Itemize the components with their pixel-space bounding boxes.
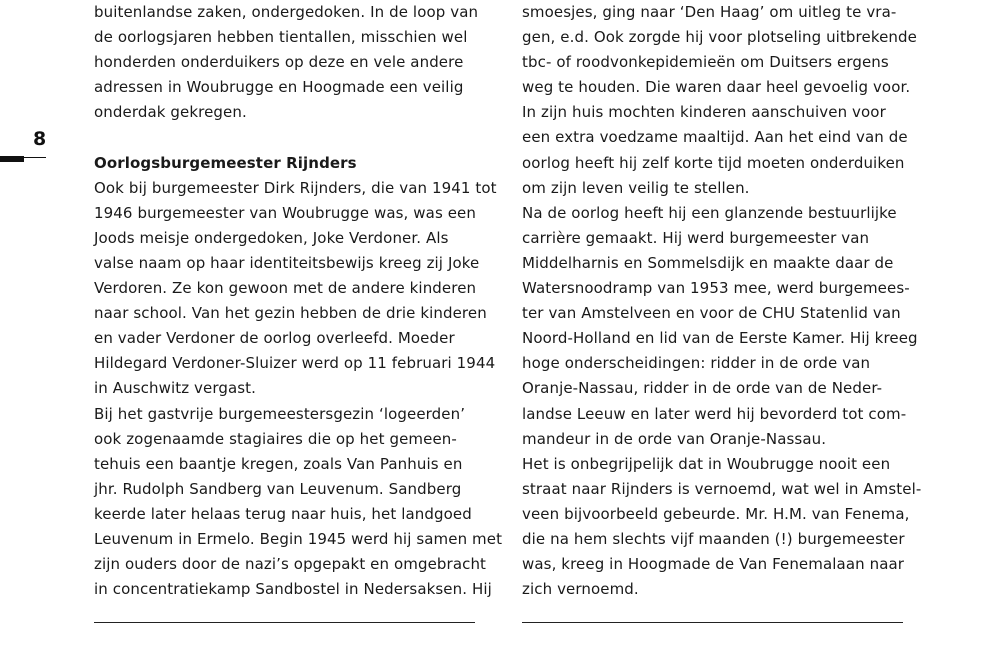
text-line: was, kreeg in Hoogmade de Van Fenemalaan naar: [522, 555, 905, 574]
text-line: tehuis een baantje kregen, zoals Van Panhuis en: [94, 454, 463, 473]
text-line: Noord-Holland en lid van de Eerste Kamer. Hij kreeg: [522, 329, 918, 348]
text-line: Na de oorlog heeft hij een glanzende bestuurlijke: [522, 203, 897, 222]
paragraph-spacer: [94, 125, 489, 150]
text-line: valse naam op haar identiteitsbewijs kreeg zij Joke: [94, 253, 480, 272]
text-line: in concentratiekamp Sandbostel in Nedersaksen. Hij: [94, 580, 492, 599]
text-line: Ook bij burgemeester Dirk Rijnders, die van 1941 tot: [94, 178, 497, 197]
text-line: ook zogenaamde stagiaires die op het gemeen-: [94, 429, 457, 448]
left-column-bottom-rule: [94, 622, 475, 623]
right-column: [522, 0, 922, 602]
right-column-bottom-rule: [522, 622, 903, 623]
text-line: carrière gemaakt. Hij werd burgemeester van: [522, 228, 870, 247]
text-line: ter van Amstelveen en voor de CHU Statenlid van: [522, 304, 901, 323]
text-line: de oorlogsjaren hebben tientallen, misschien wel: [94, 28, 468, 47]
text-line: gen, e.d. Ook zorgde hij voor plotseling uitbrekende: [522, 28, 917, 47]
text-line: weg te houden. Die waren daar heel gevoelig voor.: [522, 78, 911, 97]
section-heading: Oorlogsburgemeester Rijnders: [94, 153, 357, 172]
text-line: honderden onderduikers op deze en vele andere: [94, 53, 464, 72]
text-line: en vader Verdoner de oorlog overleefd. Moeder: [94, 329, 455, 348]
text-line: keerde later helaas terug naar huis, het landgoed: [94, 504, 472, 523]
text-line: straat naar Rijnders is vernoemd, wat wel in Amstel-: [522, 479, 922, 498]
page-tab-line: [24, 157, 46, 158]
text-line: Hildegard Verdoner-Sluizer werd op 11 februari 1944: [94, 354, 496, 373]
text-line: Het is onbegrijpelijk dat in Woubrugge nooit een: [522, 454, 891, 473]
page-tab-marker: [0, 156, 24, 162]
text-line: Leuvenum in Ermelo. Begin 1945 werd hij samen met: [94, 529, 503, 548]
text-line: zich vernoemd.: [522, 580, 639, 599]
text-line: onderdak gekregen.: [94, 103, 247, 122]
text-line: jhr. Rudolph Sandberg van Leuvenum. Sandberg: [94, 479, 462, 498]
text-line: Oranje-Nassau, ridder in de orde van de Neder-: [522, 379, 883, 398]
text-line: smoesjes, ging naar ‘Den Haag’ om uitleg te vra-: [522, 3, 897, 21]
text-line: veen bijvoorbeeld gebeurde. Mr. H.M. van Fenema,: [522, 504, 910, 523]
text-line: om zijn leven veilig te stellen.: [522, 178, 750, 197]
text-line: landse Leeuw en later werd hij bevorderd tot com-: [522, 404, 907, 423]
text-line: 1946 burgemeester van Woubrugge was, was een: [94, 203, 476, 222]
text-line: tbc- of roodvonkepidemieën om Duitsers ergens: [522, 53, 889, 72]
text-line: Bij het gastvrije burgemeestersgezin ‘logeerden’: [94, 404, 466, 423]
text-line: buitenlandse zaken, ondergedoken. In de loop van: [94, 3, 479, 21]
page-number: 8: [33, 128, 47, 150]
body-paragraph: [94, 176, 503, 603]
text-line: zijn ouders door de nazi’s opgepakt en omgebracht: [94, 555, 487, 574]
text-line: naar school. Van het gezin hebben de drie kinderen: [94, 304, 487, 323]
text-line: mandeur in de orde van Oranje-Nassau.: [522, 429, 827, 448]
text-line: Verdoren. Ze kon gewoon met de andere kinderen: [94, 279, 477, 298]
text-line: Joods meisje ondergedoken, Joke Verdoner. Als: [94, 228, 449, 247]
intro-paragraph: [94, 0, 489, 125]
text-line: Middelharnis en Sommelsdijk en maakte daar de: [522, 253, 894, 272]
text-line: adressen in Woubrugge en Hoogmade een veilig: [94, 78, 464, 97]
text-line: een extra voedzame maaltijd. Aan het eind van de: [522, 128, 908, 147]
text-line: In zijn huis mochten kinderen aanschuiven voor: [522, 103, 886, 122]
text-line: die na hem slechts vijf maanden (!) burgemeester: [522, 529, 905, 548]
left-column: [94, 0, 503, 602]
text-line: oorlog heeft hij zelf korte tijd moeten onderduiken: [522, 153, 905, 172]
text-line: Watersnoodramp van 1953 mee, werd burgemees-: [522, 279, 910, 298]
text-line: in Auschwitz vergast.: [94, 379, 257, 398]
text-line: hoge onderscheidingen: ridder in de orde van: [522, 354, 871, 373]
